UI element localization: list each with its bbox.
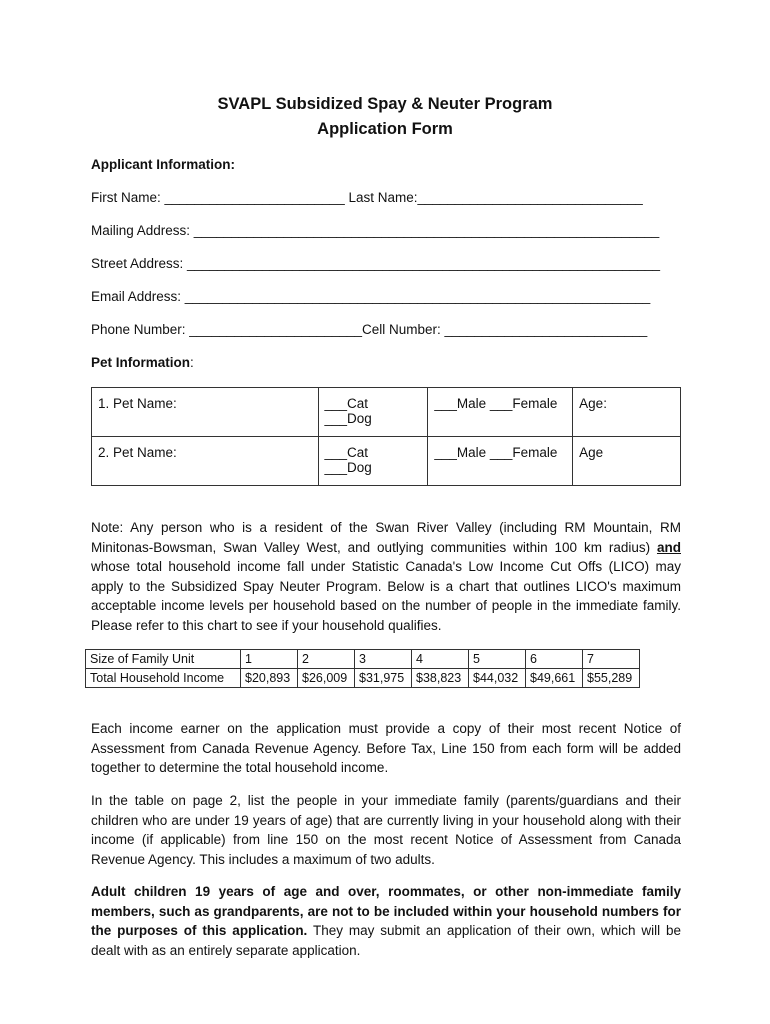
pet-heading-text: Pet Information xyxy=(91,355,191,370)
email-address-field[interactable]: Email Address: ______________________________________________________________ xyxy=(91,289,651,304)
family-size-cell: 6 xyxy=(526,650,583,669)
pet-species-cell[interactable] xyxy=(318,437,428,486)
pet-name-cell[interactable]: 2. Pet Name: xyxy=(92,437,319,486)
table-row xyxy=(92,437,681,486)
exclusions-paragraph xyxy=(91,882,681,960)
family-size-cell: 7 xyxy=(583,650,640,669)
pet-table xyxy=(91,387,681,486)
income-cell: $44,032 xyxy=(469,669,526,688)
income-cell: $31,975 xyxy=(355,669,412,688)
first-last-name-field[interactable]: First Name: ________________________ Last Name:______________________________ xyxy=(91,190,643,205)
street-address-field[interactable]: Street Address: _______________________________________________________________ xyxy=(91,256,661,271)
income-cell: $38,823 xyxy=(412,669,469,688)
dog-option[interactable]: ___Dog xyxy=(324,460,372,475)
family-size-cell: 1 xyxy=(241,650,298,669)
phone-cell-field[interactable]: Phone Number: _______________________Cell Number: ___________________________ xyxy=(91,322,648,337)
income-cell: $20,893 xyxy=(241,669,298,688)
table-row xyxy=(86,650,640,669)
pet-age-cell[interactable]: Age: xyxy=(573,388,681,437)
form-subtitle: Application Form xyxy=(317,120,453,138)
income-cell: $26,009 xyxy=(298,669,355,688)
pet-species-cell[interactable] xyxy=(318,388,428,437)
family-size-label: Size of Family Unit xyxy=(86,650,241,669)
dog-option[interactable]: ___Dog xyxy=(324,411,372,426)
cat-option[interactable]: ___Cat xyxy=(324,445,369,460)
pet-age-cell[interactable]: Age xyxy=(573,437,681,486)
form-title: SVAPL Subsidized Spay & Neuter Program xyxy=(217,95,553,113)
note-and: and xyxy=(656,539,681,555)
income-earner-paragraph: Each income earner on the application must provide a copy of their most recent Notice of Assessment from Canada Revenue Agency. Before Tax, Line 150 from each form will be added together to determine the total household income. xyxy=(91,721,681,776)
table-row xyxy=(92,388,681,437)
note-text-before: Note: Any person who is a resident of the Swan River Valley (including RM Mountain, RM Minitonas-Bowsman, Swan Valley West, and outlying communities within 100 km radius) xyxy=(91,520,681,555)
family-size-cell: 3 xyxy=(355,650,412,669)
family-size-cell: 4 xyxy=(412,650,469,669)
cat-option[interactable]: ___Cat xyxy=(324,396,369,411)
pet-sex-cell[interactable]: ___Male ___Female xyxy=(428,388,573,437)
pet-sex-cell[interactable]: ___Male ___Female xyxy=(428,437,573,486)
mailing-address-field[interactable]: Mailing Address: ______________________________________________________________ xyxy=(91,223,660,238)
income-cell: $55,289 xyxy=(583,669,640,688)
note-paragraph xyxy=(91,518,681,636)
family-size-cell: 5 xyxy=(469,650,526,669)
table-row xyxy=(86,669,640,688)
income-cell: $49,661 xyxy=(526,669,583,688)
immediate-family-paragraph: In the table on page 2, list the people in your immediate family (parents/guardians and their children who are under 19 years of age) that are currently living in your household along with their income (if applicable) from line 150 on the most recent Notice of Assessment from Canada Revenue Agency. This includes a maximum of two adults. xyxy=(91,793,681,867)
pet-name-cell[interactable]: 1. Pet Name: xyxy=(92,388,319,437)
family-size-cell: 2 xyxy=(298,650,355,669)
pet-heading-colon: : xyxy=(190,355,194,370)
exclusions-bold-text: Adult children 19 years of age and over, roommates, or other non-immediate family members, such as grandparents, are not to be included within your household numbers for the purposes of this application. xyxy=(91,884,681,939)
applicant-heading: Applicant Information: xyxy=(91,157,235,172)
pet-heading xyxy=(91,355,194,370)
note-text-after: whose total household income fall under Statistic Canada's Low Income Cut Offs (LICO) may apply to the Subsidized Spay Neuter Program. Below is a chart that outlines LICO's maximum acceptable income levels per household based on the number of people in the immediate family. Please refer to this chart to see if your household qualifies. xyxy=(91,559,681,633)
household-income-label: Total Household Income xyxy=(86,669,241,688)
income-table xyxy=(85,649,640,688)
exclusions-text: They may submit an application of their own, which will be dealt with as an entirely separate application. xyxy=(91,923,681,958)
